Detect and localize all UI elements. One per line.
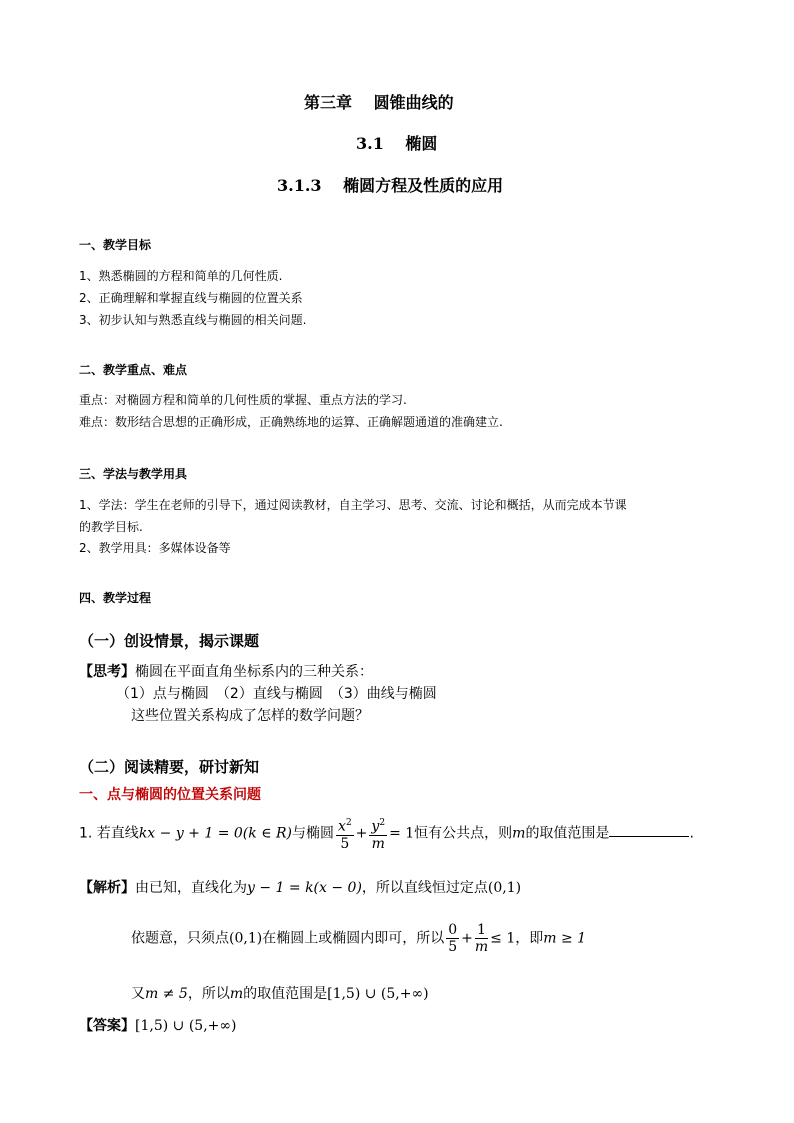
- analysis-text-1b: ，所以直线恒过定点: [361, 880, 488, 896]
- analysis-text-2b: 在椭圆上或椭圆内即可，所以: [262, 930, 445, 947]
- problem-tail2: 的取值范围是: [525, 825, 610, 842]
- analysis-text-2c: ，即: [515, 930, 544, 947]
- analysis-text-3b: ，所以: [187, 986, 230, 1002]
- tools-line-1: 1、学法：学生在老师的引导下，通过阅读教材，自主学习、思考、交流、讨论和概括，从而完成本节课: [79, 498, 627, 512]
- fixed-point: (0,1): [487, 880, 522, 896]
- fraction-x2-5: [336, 815, 354, 852]
- line-form-equation: y − 1 = k(x − 0): [247, 880, 362, 896]
- section-title: 3.1 椭圆: [356, 134, 438, 153]
- m-ne-five: m ≠ 5: [145, 986, 188, 1002]
- point-ref: (0,1): [229, 930, 263, 947]
- tools-line-1b: 的教学目标.: [79, 520, 143, 534]
- equals-one: = 1: [389, 825, 415, 842]
- x-denominator: 5: [340, 835, 350, 852]
- x-square: 2: [345, 818, 352, 828]
- goal-item-3: 3、初步认知与熟悉直线与椭圆的相关问题.: [79, 313, 307, 327]
- part1-heading: （一）创设情景，揭示课题: [79, 632, 260, 650]
- answer-line: [79, 1015, 237, 1035]
- analysis-line-3: [131, 983, 429, 1003]
- answer-value: [1,5) ∪ (5,+∞): [135, 1018, 237, 1034]
- answer-tag: 【答案】: [79, 1018, 135, 1034]
- analysis-tag: 【解析】: [79, 880, 135, 896]
- analysis-text-2a: 依题意，只须点: [131, 930, 229, 947]
- tools-line-2: 2、教学用具：多媒体设备等: [79, 541, 231, 555]
- subsection-title: 3.1.3 椭圆方程及性质的应用: [277, 176, 504, 195]
- think-tag: 【思考】: [79, 664, 135, 680]
- problem-1: [79, 815, 694, 852]
- analysis-text-3a: 又: [131, 986, 145, 1002]
- f1-denominator: 5: [448, 939, 458, 955]
- tools-heading: 三、学法与教学用具: [79, 467, 188, 481]
- f1-numerator: 0: [448, 922, 458, 938]
- le-one: ≤ 1: [490, 930, 516, 947]
- analysis-line-1: [79, 877, 521, 897]
- y-square: 2: [379, 818, 386, 828]
- line-equation: kx − y + 1 = 0(k ∈ R): [138, 825, 293, 842]
- part2-heading: （二）阅读精要，研讨新知: [79, 758, 260, 776]
- plus-sign-2: +: [461, 930, 473, 947]
- f2-denominator: m: [474, 939, 489, 955]
- keypoint-focus: 重点：对椭圆方程和简单的几何性质的掌握、重点方法的学习.: [79, 393, 407, 407]
- question-text: 这些位置关系构成了怎样的数学问题？: [131, 708, 369, 724]
- m-ge-one: m ≥ 1: [543, 930, 587, 947]
- think-text: 椭圆在平面直角坐标系内的三种关系：: [135, 664, 373, 680]
- analysis-text-1a: 由已知，直线化为: [135, 880, 247, 896]
- problem-tail: 恒有公共点，则: [414, 825, 513, 842]
- keypoint-difficulty: 难点：数形结合思想的正确形成，正确熟练地的运算、正确解题通道的准确建立.: [79, 415, 503, 429]
- analysis-text-3c: 的取值范围是: [243, 986, 328, 1002]
- variable-m: m: [512, 825, 526, 842]
- relations-list: （1）点与椭圆 （2）直线与椭圆 （3）曲线与椭圆: [116, 686, 437, 702]
- problem-mid: 与椭圆: [292, 825, 335, 842]
- think-line: [79, 661, 373, 681]
- goal-item-1: 1、熟悉椭圆的方程和简单的几何性质.: [79, 269, 283, 283]
- variable-m-2: m: [229, 986, 244, 1002]
- x-numerator: x: [338, 818, 346, 835]
- goals-heading: 一、教学目标: [79, 238, 152, 252]
- chapter-title: 第三章 圆锥曲线的: [304, 93, 454, 112]
- keypoints-heading: 二、教学重点、难点: [79, 363, 188, 377]
- answer-blank: [609, 824, 689, 837]
- problem-lead: 1. 若直线: [79, 825, 139, 842]
- range-result: [1,5) ∪ (5,+∞): [327, 986, 429, 1002]
- problem-end: .: [689, 825, 694, 842]
- y-numerator: y: [371, 818, 380, 835]
- fraction-y2-m: [369, 815, 387, 852]
- goal-item-2: 2、正确理解和掌握直线与椭圆的位置关系: [79, 291, 303, 305]
- analysis-line-2: [131, 922, 586, 955]
- y-denominator: m: [371, 835, 385, 852]
- fraction-0-5: [446, 922, 459, 955]
- process-heading: 四、教学过程: [79, 591, 152, 605]
- plus-sign: +: [355, 825, 368, 842]
- f2-numerator: 1: [475, 922, 488, 939]
- fraction-1-m: [475, 922, 488, 955]
- topic-heading: 一、点与椭圆的位置关系问题: [79, 787, 261, 803]
